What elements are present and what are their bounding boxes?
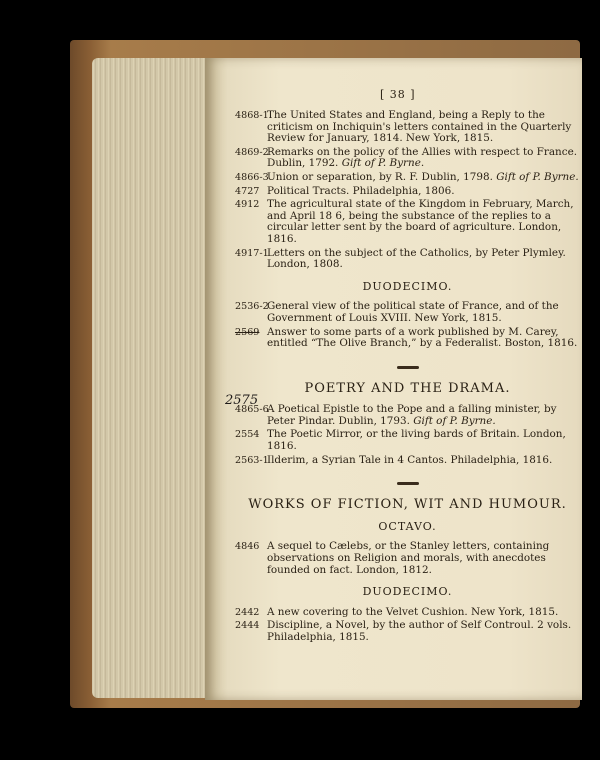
entry xyxy=(235,199,580,245)
divider xyxy=(397,482,419,485)
divider xyxy=(397,366,419,369)
section-heading-poetry: POETRY AND THE DRAMA. xyxy=(304,380,511,396)
entry-text: Ilderim, a Syrian Tale in 4 Cantos. Philadelphia, 1816. xyxy=(267,453,553,466)
entry-text: A sequel to Cælebs, or the Stanley letters, containing observations on Religion and morals, with anecdotes founded on fact. London, 1812. xyxy=(267,540,550,576)
entry xyxy=(235,455,580,467)
section-heading-duodecimo: DUODECIMO. xyxy=(362,585,453,599)
entry-number: 2442 xyxy=(235,606,260,618)
entry xyxy=(235,248,580,271)
section-heading-duodecimo: DUODECIMO. xyxy=(362,279,453,293)
section-heading-fiction: WORKS OF FICTION, WIT AND HUMOUR. xyxy=(248,497,567,513)
entry-text: The Poetic Mirror, or the living bards of Britain. London, 1816. xyxy=(267,428,566,453)
entry xyxy=(235,186,580,198)
entry-number: 2444 xyxy=(235,620,260,632)
entry-number: 2554 xyxy=(235,429,260,441)
entry-text: A new covering to the Velvet Cushion. New York, 1815. xyxy=(267,605,559,618)
entry xyxy=(235,404,580,427)
entry-text: The agricultural state of the Kingdom in February, March, and April 18 6, being the substance of the replies to a circular letter sent by the board of agriculture. London, 1816. xyxy=(267,198,574,245)
entry-number: 2563-1 xyxy=(235,454,269,466)
gift-note: Gift of P. Byrne. xyxy=(341,157,425,170)
entry-text: Discipline, a Novel, by the author of Self Controul. 2 vols. Philadelphia, 1815. xyxy=(267,619,572,643)
entry-text: Answer to some parts of a work published by M. Carey, entitled “The Olive Branch,” by a Federalist. Boston, 1816. xyxy=(267,325,578,350)
entry xyxy=(235,429,580,452)
gift-note: Gift of P. Byrne. xyxy=(413,414,496,427)
entry-text: The United States and England, being a Reply to the criticism on Inchiquin's letters contained in the Quarterly Review for January, 1814. New York, 1815. xyxy=(267,109,572,145)
entry-number: 4868-1 xyxy=(235,110,269,121)
entry-text: Remarks on the policy of the Allies with respect to France. Dublin, 1792. xyxy=(267,145,578,170)
page-number: [ 38 ] xyxy=(380,88,416,101)
handwritten-annotation: 2575 xyxy=(225,393,259,408)
entry-text: Political Tracts. Philadelphia, 1806. xyxy=(267,184,455,197)
entry xyxy=(235,301,580,324)
entry-text: Letters on the subject of the Catholics, by Peter Plymley. London, 1808. xyxy=(267,246,566,271)
entry-number: 4727 xyxy=(235,185,260,197)
entry xyxy=(235,541,580,576)
page-content xyxy=(235,88,580,646)
book-page xyxy=(205,58,582,700)
page-edges xyxy=(92,58,222,698)
entry-text: General view of the political state of France, and of the Government of Louis XVIII. New York, 1815. xyxy=(267,300,559,324)
entry-number: 4912 xyxy=(235,199,260,211)
entry-number: 2536-2 xyxy=(235,301,269,313)
entry xyxy=(235,147,580,170)
section-subheading-octavo: OCTAVO. xyxy=(378,519,437,533)
entry xyxy=(235,327,580,350)
entry-number: 2569 xyxy=(235,326,260,338)
entry-number: 4917-1 xyxy=(235,247,269,259)
entry xyxy=(235,620,580,643)
entry xyxy=(235,110,580,145)
entry xyxy=(235,607,580,619)
entry-number: 4846 xyxy=(235,541,260,553)
entry-text: A Poetical Epistle to the Pope and a falling minister, by Peter Pindar. Dublin, 1793. xyxy=(267,403,557,427)
entry-text: Union or separation, by R. F. Dublin, 1798. xyxy=(267,170,493,183)
entry-number: 4866-3 xyxy=(235,171,269,183)
entry xyxy=(235,172,580,184)
entry-number: 4865-6 xyxy=(235,404,269,416)
entry-number: 4869-2 xyxy=(235,146,269,158)
gift-note: Gift of P. Byrne. xyxy=(496,170,579,183)
